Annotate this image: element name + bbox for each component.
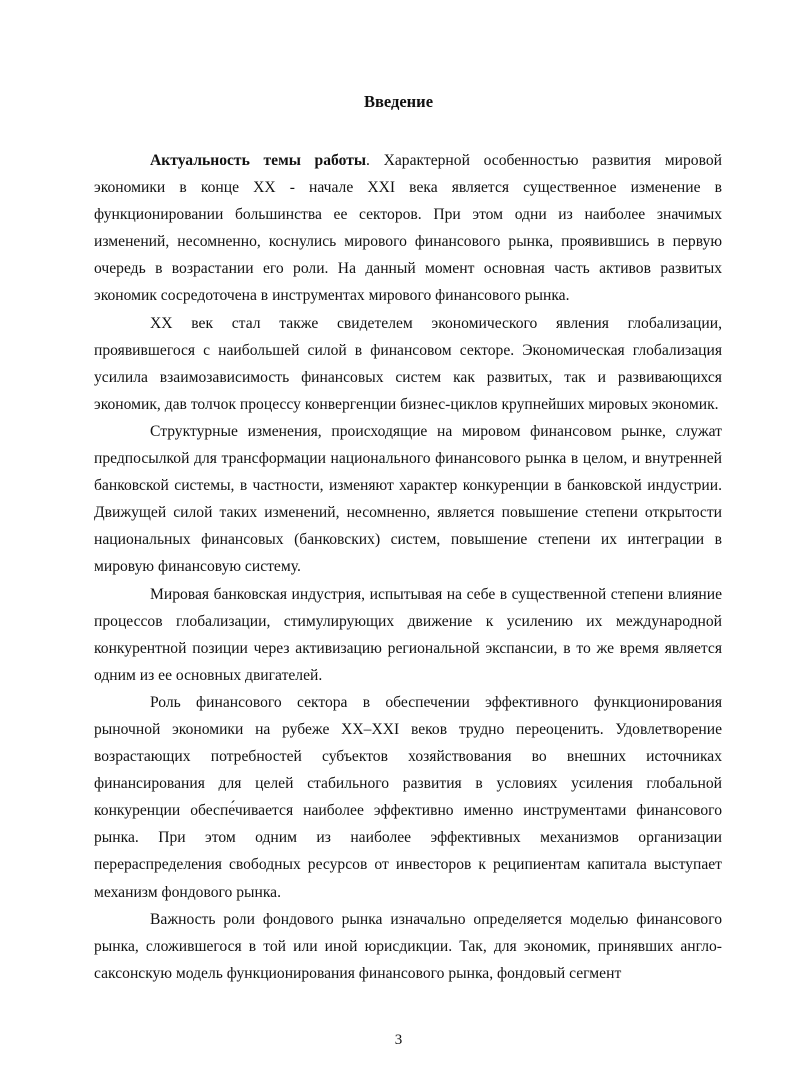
paragraph-financial-sector-role: Роль финансового сектора в обеспечении эффективного функционирования рыночной экономики на рубеже XX–XXI веков трудно переоценить. Удовлетворение возрастающих потребностей субъектов хозяйствования во внешних источниках финансирования для целей стабильного развития в условиях усиления глобальной конкуренции обеспе́чивается наиболее эффективно именно инструментами финансового рынка. При этом одним из наиболее эффективных механизмов организации перераспределения свободных ресурсов от инвесторов к реципиентам капитала выступает механизм фондового рынка. xyxy=(94,693,722,901)
body-text xyxy=(94,147,722,987)
paragraph-relevance xyxy=(94,147,722,310)
paragraph-globalization: XX век стал также свидетелем экономического явления глобализации, проявившегося с наибольшей силой в финансовом секторе. Экономическая глобализация усилила взаимозависимость финансовых систем как развитых, так и развивающихся экономик, дав толчок процессу конвергенции бизнес-циклов крупнейших мировых экономик. xyxy=(94,314,722,413)
page-number: 3 xyxy=(394,1032,403,1048)
paragraph-stock-market-role: Важность роли фондового рынка изначально определяется моделью финансового рынка, сложившегося в той или иной юрисдикции. Так, для экономик, принявших англо-саксонскую модель функционирования финансового рынка, фондовый сегмент xyxy=(94,910,722,982)
paragraph-text: . Характерной особенностью развития мировой экономики в конце XX - начале XXI века является существенное изменение в функционировании большинства ее секторов. При этом одни из наиболее значимых изменений, несомненно, коснулись мирового финансового рынка, проявившись в первую очередь в возрастании его роли. На данный момент основная часть активов развитых экономик сосредоточена в инструментах мирового финансового рынка. xyxy=(94,152,722,305)
page-title: Введение xyxy=(363,92,434,111)
paragraph-banking-industry: Мировая банковская индустрия, испытывая на себе в существенной степени влияние процессов глобализации, стимулирующих движение к усилению их международной конкурентной позиции через активизацию региональной экспансии, в то же время является одним из ее основных двигателей. xyxy=(94,585,722,684)
paragraph-structural-changes: Структурные изменения, происходящие на мировом финансовом рынке, служат предпосылкой для трансформации национального финансового рынка в целом, и внутренней банковской системы, в частности, изменяют характер конкуренции в банковской индустрии. Движущей силой таких изменений, несомненно, является повышение степени открытости национальных финансовых (банковских) систем, повышение степени их интеграции в мировую финансовую систему. xyxy=(94,422,722,576)
paragraph-lead: Актуальность темы работы xyxy=(150,152,367,169)
